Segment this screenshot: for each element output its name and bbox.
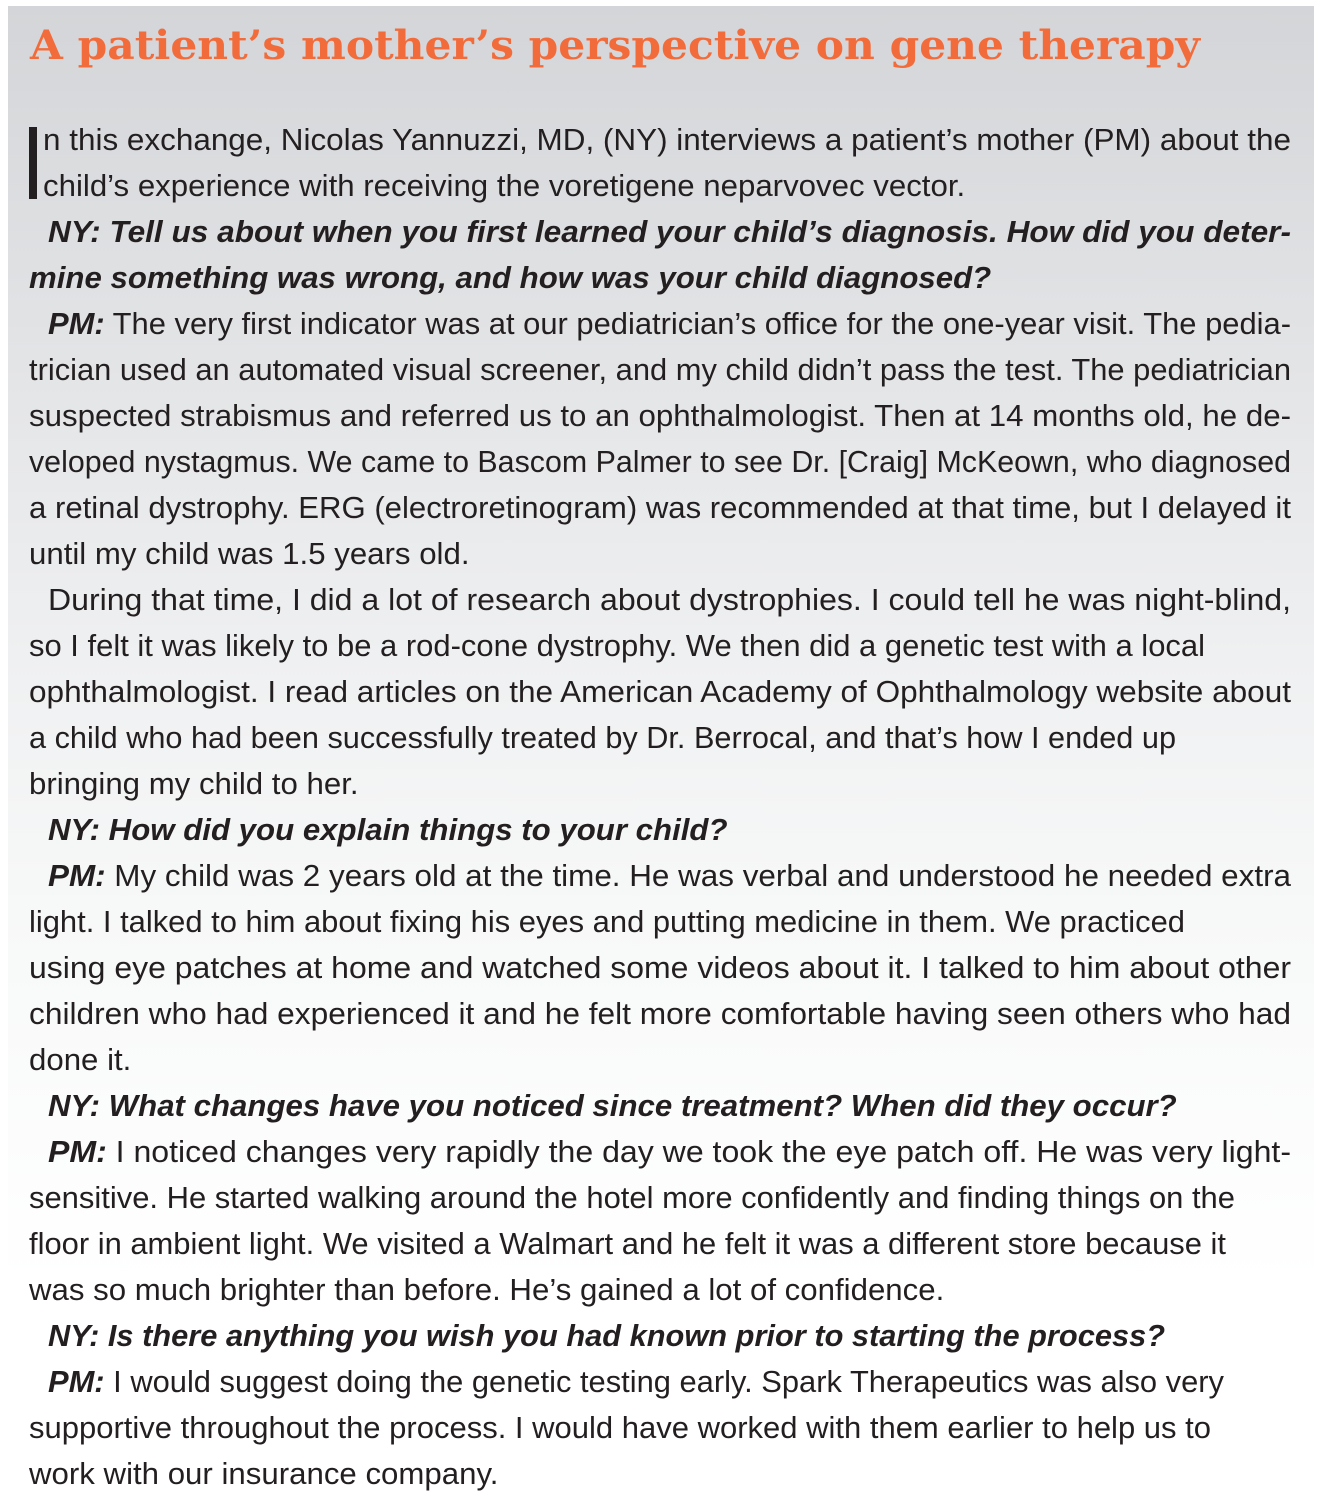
question-line: NY: What changes have you noticed since treatment? When did they occur? <box>48 1088 1177 1123</box>
answer-line: so I felt it was likely to be a rod-cone dystrophy. We then did a genetic test with a local <box>29 628 1205 663</box>
answer-line: a child who had been successfully treated by Dr. Berrocal, and that’s how I ended up <box>29 720 1176 755</box>
answer-line: supportive throughout the process. I would have worked with them earlier to help us to <box>29 1410 1211 1445</box>
question-line: mine something was wrong, and how was your child diagnosed? <box>29 260 992 295</box>
question-line: NY: Tell us about when you first learned your child’s diagnosis. How did you deter- <box>48 214 1292 249</box>
answer-line: work with our insurance company. <box>29 1456 499 1491</box>
intro-line: n this exchange, Nicolas Yannuzzi, MD, (NY) interviews a patient’s mother (PM) about the <box>43 122 1291 157</box>
answer-line: floor in ambient light. We visited a Walmart and he felt it was a different store because it <box>29 1226 1226 1261</box>
question-line: NY: Is there anything you wish you had known prior to starting the process? <box>48 1318 1165 1353</box>
answer-line: until my child was 1.5 years old. <box>29 536 470 571</box>
sidebar-box <box>8 6 1314 1511</box>
answer-line: using eye patches at home and watched some videos about it. I talked to him about other <box>29 950 1291 985</box>
speaker-label: PM: <box>48 306 105 341</box>
speaker-label: PM: <box>48 1134 107 1169</box>
answer-line: trician used an automated visual screener, and my child didn’t pass the test. The pediatrician <box>29 352 1291 387</box>
answer-line: bringing my child to her. <box>29 766 359 801</box>
answer-line: During that time, I did a lot of research about dystrophies. I could tell he was night-blind, <box>48 582 1291 617</box>
answer-line: sensitive. He started walking around the hotel more confidently and finding things on the <box>29 1180 1235 1215</box>
answer-line: PM: I would suggest doing the genetic testing early. Spark Therapeutics was also very <box>48 1364 1224 1399</box>
question-line: NY: How did you explain things to your child? <box>48 812 728 847</box>
answer-line: PM: My child was 2 years old at the time. He was verbal and understood he needed extra <box>48 858 1291 893</box>
intro-line: child’s experience with receiving the voretigene neparvovec vector. <box>43 168 966 203</box>
speaker-label: PM: <box>48 1364 105 1399</box>
answer-line: children who had experienced it and he felt more comfortable having seen others who had <box>29 996 1291 1031</box>
answer-line: suspected strabismus and referred us to an ophthalmologist. Then at 14 months old, he de- <box>29 398 1292 433</box>
answer-line: a retinal dystrophy. ERG (electroretinogram) was recommended at that time, but I delayed it <box>29 490 1291 525</box>
article-title: A patient’s mother’s perspective on gene therapy <box>30 22 1200 69</box>
answer-line: done it. <box>29 1042 132 1077</box>
interview-body <box>29 117 1291 1497</box>
answer-line: veloped nystagmus. We came to Bascom Palmer to see Dr. [Craig] McKeown, who diagnosed <box>29 444 1291 479</box>
speaker-label: PM: <box>48 858 106 893</box>
answer-line: PM: The very first indicator was at our pediatrician’s office for the one-year visit. The pedia- <box>48 306 1291 341</box>
answer-line: was so much brighter than before. He’s gained a lot of confidence. <box>29 1272 945 1307</box>
answer-line: PM: I noticed changes very rapidly the day we took the eye patch off. He was very light- <box>48 1134 1291 1169</box>
answer-line: light. I talked to him about fixing his eyes and putting medicine in them. We practiced <box>29 904 1185 939</box>
answer-line: ophthalmologist. I read articles on the American Academy of Ophthalmology website about <box>29 674 1291 709</box>
